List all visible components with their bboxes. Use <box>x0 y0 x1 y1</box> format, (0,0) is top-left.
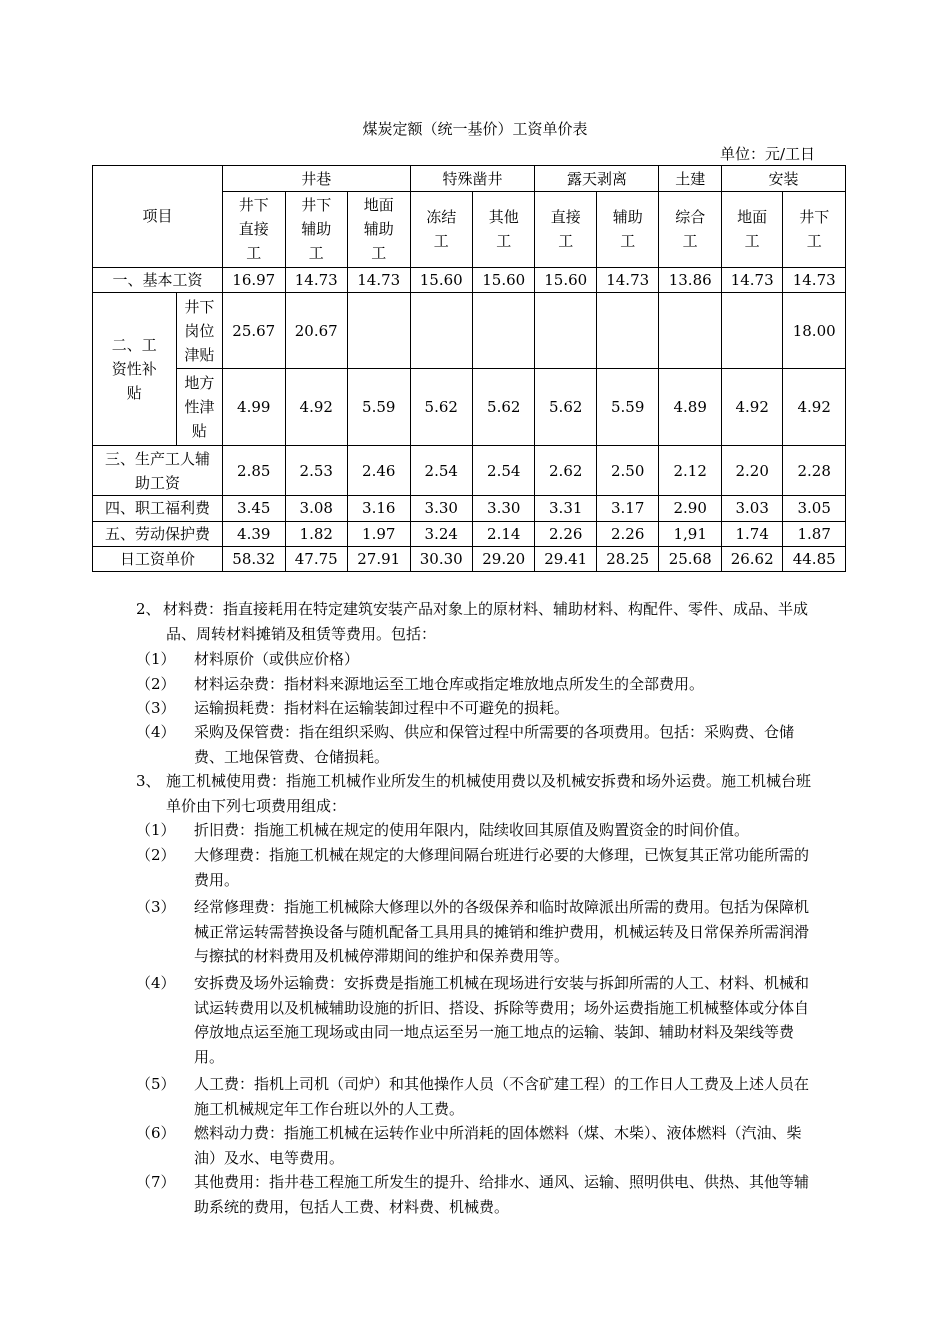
list-number: （4） <box>136 974 176 992</box>
cell: 2.62 <box>535 446 596 496</box>
col-header <box>721 192 782 268</box>
cell: 3.03 <box>721 496 782 521</box>
sub-label-text: 井下岗位津贴 <box>184 297 215 364</box>
cell: 2.54 <box>410 446 472 496</box>
cell: 5.62 <box>535 369 596 446</box>
cell: 2.54 <box>472 446 535 496</box>
subsidy-label: 二、工资性补贴 <box>111 335 157 402</box>
cell: 4.99 <box>223 369 285 446</box>
col-header <box>410 192 472 268</box>
list-number: （2） <box>136 846 176 864</box>
list-text-inner: 材料费：指直接耗用在特定建筑安装产品对象上的原材料、辅助材料、构配件、零件、成品、半成品、周转材料摊销及租赁等费用。包括： <box>163 600 809 643</box>
cell <box>347 292 410 369</box>
group-header: 井巷 <box>223 166 410 192</box>
header-row-groups <box>93 166 846 192</box>
cell: 14.73 <box>347 267 410 292</box>
aux-label: 三、生产工人辅助工资 <box>104 449 210 492</box>
list-number: 2、 <box>136 600 161 618</box>
cell <box>659 292 721 369</box>
cell: 5.62 <box>410 369 472 446</box>
cell: 15.60 <box>410 267 472 292</box>
list-number: （5） <box>136 1075 176 1093</box>
group-header: 土建 <box>659 166 721 192</box>
cell: 13.86 <box>659 267 721 292</box>
cell: 5.59 <box>347 369 410 446</box>
cell: 2.28 <box>783 446 846 496</box>
col-header-text: 井下直接工 <box>238 196 269 263</box>
row-aux-wage <box>93 446 846 496</box>
cell: 26.62 <box>721 546 782 571</box>
cell: 2.26 <box>596 521 659 546</box>
list-text: 其他费用：指井巷工程施工所发生的提升、给排水、通风、运输、照明供电、供热、其他等辅助系统的费用，包括人工费、材料费、机械费。 <box>194 1173 810 1216</box>
cell: 3.17 <box>596 496 659 521</box>
list-number: （1） <box>136 821 176 839</box>
cell: 4.89 <box>659 369 721 446</box>
list-text: 安拆费及场外运输费：安拆费是指施工机械在现场进行安装与拆卸所需的人工、材料、机械和试运转费用以及机械辅助设施的折旧、搭设、拆除等费用；场外运费指施工机械整体或分体自停放地点运至施工现场或由同一地点运至另一施工地点的运输、装卸、辅助材料及架线等费用。 <box>194 974 810 1066</box>
list-text: 人工费：指机上司机（司炉）和其他操作人员（不含矿建工程）的工作日人工费及上述人员在施工机械规定年工作台班以外的人工费。 <box>194 1075 810 1118</box>
cell: 14.73 <box>783 267 846 292</box>
cell: 3.08 <box>285 496 347 521</box>
wage-table <box>92 165 846 572</box>
row-daily-wage <box>93 546 846 571</box>
list-item <box>0 672 950 696</box>
cell: 4.92 <box>285 369 347 446</box>
list-text: 材料运杂费：指材料来源地运至工地仓库或指定堆放地点所发生的全部费用。 <box>194 675 705 693</box>
group-header: 露天剥离 <box>535 166 659 192</box>
col-header-text: 冻结工 <box>426 208 457 251</box>
list-text <box>163 597 816 646</box>
col-header-text: 其他工 <box>488 208 519 251</box>
row-protection <box>93 521 846 546</box>
list-text: 大修理费：指施工机械在规定的大修理间隔台班进行必要的大修理，已恢复其正常功能所需的费用。 <box>194 846 810 889</box>
cell: 29.20 <box>472 546 535 571</box>
cell: 2.14 <box>472 521 535 546</box>
unit-label: 单位：元/工日 <box>719 145 815 163</box>
sub-label-text: 地方性津贴 <box>184 374 215 441</box>
cell: 3.16 <box>347 496 410 521</box>
list-item <box>0 818 950 842</box>
list-number: （3） <box>136 699 176 717</box>
list-item <box>0 769 950 818</box>
list-item <box>0 843 950 892</box>
cell: 20.67 <box>285 292 347 369</box>
col-header <box>285 192 347 268</box>
cell: 14.73 <box>596 267 659 292</box>
sub-row-label <box>176 292 222 369</box>
cell: 44.85 <box>783 546 846 571</box>
col-header <box>223 192 285 268</box>
list-number: （1） <box>136 650 176 668</box>
cell: 25.68 <box>659 546 721 571</box>
list-text: 采购及保管费：指在组织采购、供应和保管过程中所需要的各项费用。包括：采购费、仓储费、工地保管费、仓储损耗。 <box>194 723 795 766</box>
group-header: 特殊凿井 <box>410 166 535 192</box>
list-item <box>0 597 950 646</box>
row-label: 一、基本工资 <box>93 267 223 292</box>
col-header-text: 综合工 <box>675 208 706 251</box>
list-text: 折旧费：指施工机械在规定的使用年限内，陆续收回其原值及购置资金的时间价值。 <box>194 821 750 839</box>
list-number: （7） <box>136 1173 176 1191</box>
project-header: 项目 <box>93 166 223 268</box>
cell: 2.12 <box>659 446 721 496</box>
list-text: 施工机械使用费：指施工机械作业所发生的机械使用费以及机械安拆费和场外运费。施工机械台班单价由下列七项费用组成： <box>166 772 812 815</box>
cell: 5.62 <box>472 369 535 446</box>
cell: 2.53 <box>285 446 347 496</box>
cell: 2.50 <box>596 446 659 496</box>
cell: 2.85 <box>223 446 285 496</box>
cell: 1.97 <box>347 521 410 546</box>
cell: 25.67 <box>223 292 285 369</box>
list-item <box>0 895 950 968</box>
row-welfare <box>93 496 846 521</box>
cell: 14.73 <box>285 267 347 292</box>
cell: 3.30 <box>472 496 535 521</box>
list-item <box>0 720 950 769</box>
sub-row-label <box>176 369 222 446</box>
row-label <box>93 446 223 496</box>
row-subsidy-1 <box>93 292 846 369</box>
list-text: 材料原价（或供应价格） <box>194 650 360 668</box>
col-header <box>535 192 596 268</box>
cell: 2.26 <box>535 521 596 546</box>
cell: 1.82 <box>285 521 347 546</box>
col-header-text: 井下工 <box>799 208 830 251</box>
list-item <box>0 647 950 671</box>
list-item <box>0 1170 950 1219</box>
cell: 29.41 <box>535 546 596 571</box>
cell: 15.60 <box>535 267 596 292</box>
group-header: 安装 <box>721 166 845 192</box>
list-item <box>0 1121 950 1170</box>
cell: 47.75 <box>285 546 347 571</box>
cell: 1.87 <box>783 521 846 546</box>
cell <box>472 292 535 369</box>
cell: 3.45 <box>223 496 285 521</box>
cell: 4.92 <box>721 369 782 446</box>
row-label <box>93 292 177 445</box>
list-item <box>0 1072 950 1121</box>
cell: 18.00 <box>783 292 846 369</box>
cell: 1.74 <box>721 521 782 546</box>
row-label: 日工资单价 <box>93 546 223 571</box>
cell: 16.97 <box>223 267 285 292</box>
col-header-text: 辅助工 <box>612 208 643 251</box>
table-title: 煤炭定额（统一基价）工资单价表 <box>362 120 588 138</box>
col-header <box>659 192 721 268</box>
cell <box>721 292 782 369</box>
cell: 5.59 <box>596 369 659 446</box>
cell: 3.30 <box>410 496 472 521</box>
cell: 2.46 <box>347 446 410 496</box>
col-header <box>347 192 410 268</box>
cell: 3.24 <box>410 521 472 546</box>
cell: 58.32 <box>223 546 285 571</box>
row-label: 四、职工福利费 <box>93 496 223 521</box>
list-number: （6） <box>136 1124 176 1142</box>
list-item <box>0 696 950 720</box>
cell: 3.05 <box>783 496 846 521</box>
cell <box>410 292 472 369</box>
cell: 27.91 <box>347 546 410 571</box>
col-header <box>783 192 846 268</box>
cell <box>535 292 596 369</box>
row-subsidy-2 <box>93 369 846 446</box>
col-header-text: 井下辅助工 <box>301 196 332 263</box>
cell: 28.25 <box>596 546 659 571</box>
col-header-text: 地面辅助工 <box>363 196 394 263</box>
col-header <box>596 192 659 268</box>
cell: 14.73 <box>721 267 782 292</box>
list-item <box>0 971 950 1069</box>
cell: 4.92 <box>783 369 846 446</box>
row-basic-wage <box>93 267 846 292</box>
col-header <box>472 192 535 268</box>
cell <box>596 292 659 369</box>
list-text: 运输损耗费：指材料在运输装卸过程中不可避免的损耗。 <box>194 699 570 717</box>
cell: 2.90 <box>659 496 721 521</box>
cell: 15.60 <box>472 267 535 292</box>
list-text: 经常修理费：指施工机械除大修理以外的各级保养和临时故障派出所需的费用。包括为保障机械正常运转需替换设备与随机配备工具用具的摊销和维护费用，机械运转及日常保养所需润滑与擦拭的材料费用及机械停滞期间的维护和保养费用等。 <box>194 898 810 965</box>
list-number: （2） <box>136 675 176 693</box>
cell: 2.20 <box>721 446 782 496</box>
col-header-text: 直接工 <box>550 208 581 251</box>
list-text: 燃料动力费：指施工机械在运转作业中所消耗的固体燃料（煤、木柴）、液体燃料（汽油、柴油）及水、电等费用。 <box>194 1124 802 1167</box>
row-label: 五、劳动保护费 <box>93 521 223 546</box>
list-number: 3、 <box>136 772 161 790</box>
col-header-text: 地面工 <box>737 208 768 251</box>
cell: 1,91 <box>659 521 721 546</box>
list-number: （4） <box>136 723 176 741</box>
cell: 30.30 <box>410 546 472 571</box>
cell: 4.39 <box>223 521 285 546</box>
cell: 3.31 <box>535 496 596 521</box>
list-number: （3） <box>136 898 176 916</box>
